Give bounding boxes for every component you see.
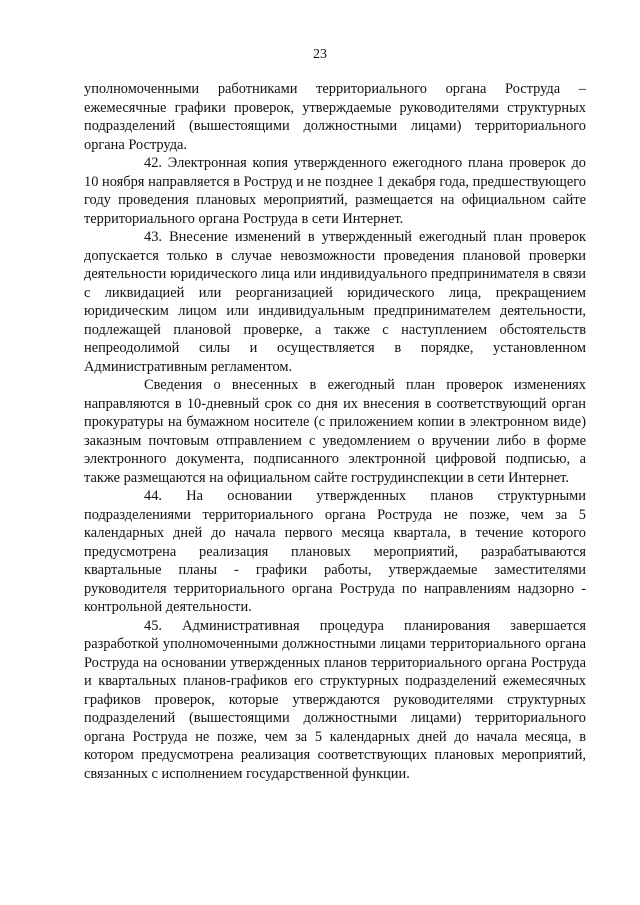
paragraph-continuation: уполномоченными работниками территориального органа Роструда – ежемесячные графики проверок, утверждаемые руководителями структурных подразделений (вышестоящими должностными лицами) территориального органа Роструда. — [84, 81, 586, 153]
paragraph-45: 45. Административная процедура планирования завершается разработкой уполномоченными должностными лицами территориального органа Роструда на основании утвержденных планов территориального органа Роструда и квартальных планов-графиков его структурных подразделений ежемесячных графиков проверок, которые утверждаются руководителями структурных подразделений (вышестоящими должностными лицами) территориального органа Роструда не позже, чем за 5 календарных дней до начала месяца, в котором предусмотрена реализация соответствующих плановых мероприятий, связанных с исполнением государственной функции. — [84, 617, 586, 782]
paragraph-43: 43. Внесение изменений в утвержденный ежегодный план проверок допускается только в случае невозможности проведения плановой проверки деятельности юридического лица или индивидуального предпринимателя в связи с ликвидацией или реорганизацией юридического лица, прекращением юридическим лицом или индивидуальным предпринимателем деятельности, подлежащей плановой проверке, а также с наступлением обстоятельств непреодолимой силы и осуществляется в порядке, установленном Административным регламентом. — [84, 229, 586, 375]
page-number: 23 — [313, 47, 327, 62]
document-body — [84, 80, 586, 783]
paragraph-44: 44. На основании утвержденных планов структурными подразделениями территориального органа Роструда не позже, чем за 5 календарных дней до начала первого месяца квартала, в течение которого предусмотрена реализация плановых мероприятий, разрабатываются квартальные планы - графики работы, утверждаемые заместителями руководителя территориального органа Роструда по направлениям надзорно - контрольной деятельности. — [84, 488, 586, 615]
paragraph-42: 42. Электронная копия утвержденного ежегодного плана проверок до 10 ноября направляется в Роструд и не позднее 1 декабря года, предшествующего году проведения плановых мероприятий, размещается на официальном сайте территориального органа Роструда в сети Интернет. — [84, 155, 586, 227]
paragraph-43-info: Сведения о внесенных в ежегодный план проверок изменениях направляются в 10-дневный срок со дня их внесения в соответствующий орган прокуратуры на бумажном носителе (с приложением копии в электронном виде) заказным почтовым отправлением с уведомлением о вручении либо в форме электронного документа, подписанного электронной цифровой подписью, а также размещаются на официальном сайте гострудинспекции в сети Интернет. — [84, 377, 586, 486]
